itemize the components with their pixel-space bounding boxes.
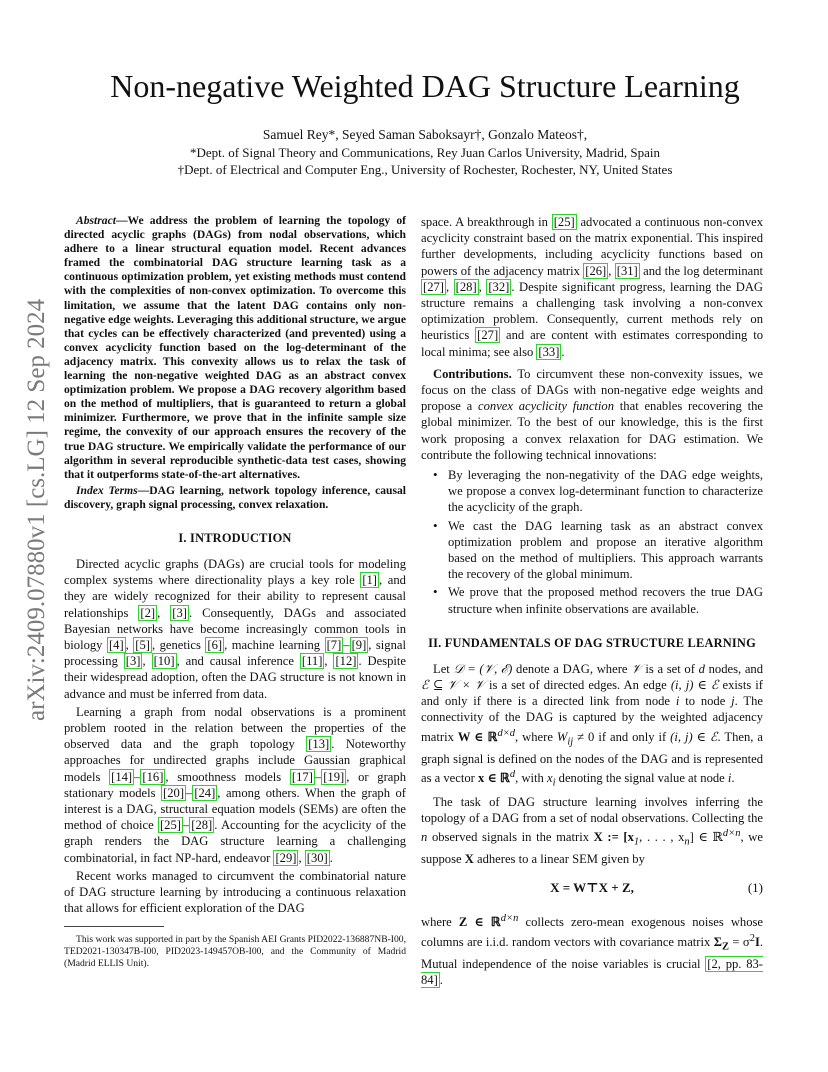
citation-link[interactable]: [26] <box>585 263 607 278</box>
citation-link[interactable]: [9] <box>351 637 367 652</box>
citation-link[interactable]: [20] <box>163 785 185 800</box>
citation-link[interactable]: [27] <box>477 328 499 343</box>
funding-footnote: This work was supported in part by the Spanish AEI Grants PID2022-136887NB-I00, TED2021-130347B-I00, PID2023-149457OB-I00, and the Community of Madrid (Madrid ELLIS Unit). <box>64 934 406 969</box>
left-column <box>64 214 406 918</box>
citation-link[interactable]: [12] <box>335 654 357 669</box>
footnote-divider <box>64 926 164 927</box>
citation-link[interactable]: [24] <box>194 785 216 800</box>
citation-link[interactable]: [33] <box>538 344 560 359</box>
citation-link[interactable]: [28] <box>191 818 213 833</box>
citation-link[interactable]: [25] <box>553 215 575 229</box>
citation-link[interactable]: [7] <box>326 637 342 652</box>
citation-link[interactable]: [14] <box>111 769 133 784</box>
citation-link[interactable]: [3] <box>125 654 141 669</box>
equation-number: (1) <box>747 880 763 896</box>
contributions-lead: Contributions. <box>433 366 512 381</box>
citation-link[interactable]: [30] <box>306 850 328 865</box>
citation-link[interactable]: [10] <box>153 654 175 669</box>
section-heading-fundamentals: II. FUNDAMENTALS OF DAG STRUCTURE LEARNING <box>428 635 756 650</box>
citation-link[interactable]: [31] <box>616 263 638 278</box>
intro-paragraph-1: Directed acyclic graphs (DAGs) are crucial tools for modeling complex systems where directionality plays a key role [1] , and they are widely recognized for their ability to represent causal relationships [2] , [3] . Consequently, DAGs and associated Bayesian networks have become increasingly common tools in biology [4] , [5] , genetics [6] , machine learning [7] – [9] , signal processing [3] , [10] , and causal inference [11] , [12] . Despite their widespread adoption, often the DAG structure is not known in advance and must be inferred from data. <box>64 556 407 701</box>
citation-link[interactable]: [25] <box>159 818 181 833</box>
paper-title: Non-negative Weighted DAG Structure Learning <box>110 68 740 104</box>
affiliation-2: †Dept. of Electrical and Computer Eng., University of Rochester, Rochester, NY, United States <box>177 162 673 177</box>
equation-1 <box>421 871 763 905</box>
citation-link[interactable]: [2, pp. 83-84] <box>421 956 763 987</box>
contributions-paragraph: Contributions. To circumvent these non-convexity issues, we focus on the class of DAGs with non-negative edge weights and propose a convex acyclicity function that enables recovering the global minimizer. To the best of our knowledge, this is the first work proposing a convex relaxation for DAG estimation. We contribute the following technical innovations: <box>421 366 763 462</box>
citation-link[interactable]: [1] <box>362 573 377 588</box>
index-terms <box>64 484 406 512</box>
contribution-item: • By leveraging the non-negativity of the DAG edge weights, we propose a convex log-determinant function to characterize the acyclicity of the graph. <box>421 467 763 516</box>
citation-link[interactable]: [17] <box>291 769 313 784</box>
abstract-lead: Abstract <box>76 214 116 227</box>
contributions-list <box>421 467 763 617</box>
contribution-item: • We prove that the proposed method recovers the true DAG structure when infinite observations are available. <box>421 584 763 616</box>
citation-link[interactable]: [5] <box>135 637 150 652</box>
fundamentals-paragraph-1: Let 𝒟 = (𝒱, ℰ) denote a DAG, where 𝒱 is a set of d nodes, and ℰ ⊆ 𝒱 × 𝒱 is a set of directed edges. An edge (i, j) ∈ ℰ exists if and only if there is a directed link from node i to node j. The connectivity of the DAG is captured by the weighted adjacency matrix W ∈ ℝ$^{d\times d}$, where $W_{ij} \ne 0$ if and only if (i, j) ∈ ℰ. Then, a graph signal is defined on the nodes of the DAG and is represented as a vector x ∈ ℝ$^d$, with $x_i$ denoting the signal value at node i. <box>421 661 764 789</box>
right-column <box>421 214 763 988</box>
citation-link[interactable]: [19] <box>323 769 345 784</box>
citation-link[interactable]: [32] <box>488 279 510 294</box>
citation-link[interactable]: [16] <box>142 769 164 784</box>
arxiv-identifier: arXiv:2409.07880v1 [cs.LG] 12 Sep 2024 <box>23 298 50 722</box>
citation-link[interactable]: [4] <box>108 637 124 652</box>
author-list: Samuel Rey*, Seyed Saman Saboksayr†, Gonzalo Mateos†, <box>262 127 588 142</box>
citation-link[interactable]: [28] <box>455 279 477 294</box>
index-terms-lead: Index Terms <box>76 483 138 497</box>
citation-link[interactable]: [29] <box>275 850 297 865</box>
index-terms-text: —DAG learning, network topology inference, causal discovery, graph signal processing, convex relaxation. <box>64 483 406 511</box>
sem-equation: X = W⊤X + Z, <box>550 880 634 896</box>
citation-link[interactable]: [11] <box>301 654 323 669</box>
citation-link[interactable]: [6] <box>207 637 223 652</box>
citation-link[interactable]: [13] <box>308 737 330 752</box>
affiliation-1: *Dept. of Signal Theory and Communications, Rey Juan Carlos University, Madrid, Spain <box>189 145 661 160</box>
abstract <box>64 214 406 482</box>
abstract-text: —We address the problem of learning the topology of directed acyclic graphs (DAGs) from nodal observations, which adhere to a linear structural equation model. Recent advances framed the combinatorial DAG structure learning task as a continuous optimization problem, yet existing methods must contend with the complexities of non-convex optimization. To overcome this limitation, we assume that the latent DAG contains only non-negative edge weights. Leveraging this additional structure, we argue that cycles can be effectively characterized (and prevented) using a convex acyclicity function based on the log-determinant of the adjacency matrix. This convexity allows us to relax the task of learning the non-negative weighted DAG as an abstract convex optimization problem. We propose a DAG recovery algorithm based on the method of multipliers, that is guaranteed to return a global minimizer. Furthermore, we prove that in the infinite sample size regime, the convexity of our approach ensures the recovery of the true DAG structure. We empirically validate the performance of our algorithm in several reproducible synthetic-data test cases, showing that it outperforms state-of-the-art alternatives. <box>64 214 406 481</box>
fundamentals-paragraph-2: The task of DAG structure learning involves inferring the topology of a DAG from a set of nodal observations. Collecting the n observed signals in the matrix X := [$x_1$, . . . , $x_n$] ∈ ℝ$^{d\times n}$, we suppose X adheres to a linear SEM given by <box>421 794 763 867</box>
intro-continued-paragraph: space. A breakthrough in [25] advocated a continuous non-convex acyclicity constraint based on the matrix exponential. This inspired further developments, including acyclicity functions based on powers of the adjacency matrix [26] , [31] and the log determinant [27] , [28] , [32] . Despite significant progress, learning the DAG structure remains a challenging task involving a non-convex optimization problem. Consequently, current methods rely on heuristics [27] and are content with estimates corresponding to local minima; see also [33] . <box>421 215 764 359</box>
intro-paragraph-3: Recent works managed to circumvent the combinatorial nature of DAG structure learning by introducing a continuous relaxation that allows for efficient exploration of the DAG <box>64 868 406 916</box>
contribution-item: • We cast the DAG learning task as an abstract convex optimization problem and propose an iterative algorithm based on the method of multipliers. This approach warrants the recovery of the global minimum. <box>421 518 763 583</box>
citation-link[interactable]: [3] <box>172 605 187 620</box>
intro-paragraph-2: Learning a graph from nodal observations is a prominent problem rooted in the relation between the properties of the observed data and the graph topology [13] . Noteworthy approaches for undirected graphs include Gaussian graphical models [14] – [16] , smoothness models [17] – [19] , or graph stationary models [20] – [24] , among others. When the graph of interest is a DAG, structural equation models (SEMs) are often the method of choice [25] – [28] . Accounting for the acyclicity of the graph renders the DAG structure learning a challenging combinatorial, in fact NP-hard, endeavor [29] , [30] . <box>64 704 407 865</box>
citation-link[interactable]: [2] <box>140 605 156 620</box>
section-heading-introduction: I. INTRODUCTION <box>178 530 292 545</box>
fundamentals-paragraph-3: where Z ∈ ℝ$^{d\times n}$ collects zero-mean exogenous noises whose columns are i.i.d. random vectors with covariance matrix $\Sigma_Z = \sigma^2I$. Mutual independence of the noise variables is crucial [2, pp. 83-84] . <box>421 913 763 987</box>
citation-link[interactable]: [27] <box>423 279 444 294</box>
